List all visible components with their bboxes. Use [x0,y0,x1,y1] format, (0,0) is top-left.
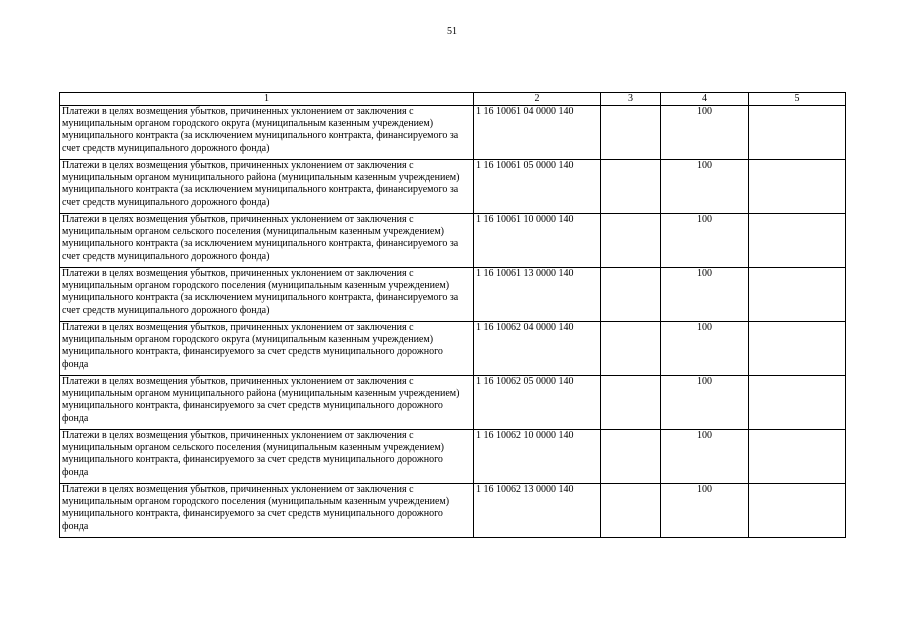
payment-name-cell: Платежи в целях возмещения убытков, причиненных уклонением от заключения с муниципальным органом городского поселения (муниципальным казенным учреждением) муниципального контракта (за исключением муниципального контракта, финансируемого за счет средств муниципального дорожного фонда) [60,268,474,322]
budget-code-cell: 1 16 10061 05 0000 140 [474,160,601,214]
payment-name-cell: Платежи в целях возмещения убытков, причиненных уклонением от заключения с муниципальным органом городского поселения (муниципальным казенным учреждением) муниципального контракта, финансируемого за счет средств муниципального дорожного фонда [60,484,474,538]
payment-name-cell: Платежи в целях возмещения убытков, причиненных уклонением от заключения с муниципальным органом городского округа (муниципальным казенным учреждением) муниципального контракта (за исключением муниципального контракта, финансируемого за счет средств муниципального дорожного фонда) [60,106,474,160]
col5-cell [749,322,846,376]
budget-code-cell: 1 16 10062 13 0000 140 [474,484,601,538]
payment-name-cell: Платежи в целях возмещения убытков, причиненных уклонением от заключения с муниципальным органом городского округа (муниципальным казенным учреждением) муниципального контракта, финансируемого за счет средств муниципального дорожного фонда [60,322,474,376]
col3-cell [601,106,661,160]
percent-cell: 100 [661,106,749,160]
col5-cell [749,484,846,538]
percent-cell: 100 [661,214,749,268]
percent-cell: 100 [661,376,749,430]
col3-cell [601,322,661,376]
header-row [60,93,846,106]
column-header-5: 5 [749,93,846,106]
col5-cell [749,268,846,322]
table-row [60,268,846,322]
percent-cell: 100 [661,484,749,538]
table-row [60,430,846,484]
col5-cell [749,160,846,214]
col3-cell [601,214,661,268]
col3-cell [601,268,661,322]
col3-cell [601,430,661,484]
revenue-table [59,92,846,538]
table-row [60,322,846,376]
col5-cell [749,430,846,484]
table-row [60,214,846,268]
payment-name-cell: Платежи в целях возмещения убытков, причиненных уклонением от заключения с муниципальным органом муниципального района (муниципальным казенным учреждением) муниципального контракта (за исключением муниципального контракта, финансируемого за счет средств муниципального дорожного фонда) [60,160,474,214]
budget-code-cell: 1 16 10062 10 0000 140 [474,430,601,484]
payment-name-cell: Платежи в целях возмещения убытков, причиненных уклонением от заключения с муниципальным органом сельского поселения (муниципальным казенным учреждением) муниципального контракта (за исключением муниципального контракта, финансируемого за счет средств муниципального дорожного фонда) [60,214,474,268]
budget-code-cell: 1 16 10061 04 0000 140 [474,106,601,160]
table-row [60,160,846,214]
column-header-3: 3 [601,93,661,106]
column-header-1: 1 [60,93,474,106]
page-number: 51 [447,26,457,37]
col5-cell [749,106,846,160]
table-row [60,484,846,538]
payment-name-cell: Платежи в целях возмещения убытков, причиненных уклонением от заключения с муниципальным органом муниципального района (муниципальным казенным учреждением) муниципального контракта, финансируемого за счет средств муниципального дорожного фонда [60,376,474,430]
col3-cell [601,484,661,538]
table-row [60,376,846,430]
budget-code-cell: 1 16 10061 13 0000 140 [474,268,601,322]
budget-code-cell: 1 16 10062 04 0000 140 [474,322,601,376]
column-header-2: 2 [474,93,601,106]
percent-cell: 100 [661,160,749,214]
budget-code-cell: 1 16 10062 05 0000 140 [474,376,601,430]
column-header-4: 4 [661,93,749,106]
col3-cell [601,160,661,214]
budget-code-cell: 1 16 10061 10 0000 140 [474,214,601,268]
percent-cell: 100 [661,430,749,484]
col5-cell [749,214,846,268]
percent-cell: 100 [661,322,749,376]
col3-cell [601,376,661,430]
table-row [60,106,846,160]
payment-name-cell: Платежи в целях возмещения убытков, причиненных уклонением от заключения с муниципальным органом сельского поселения (муниципальным казенным учреждением) муниципального контракта, финансируемого за счет средств муниципального дорожного фонда [60,430,474,484]
percent-cell: 100 [661,268,749,322]
col5-cell [749,376,846,430]
